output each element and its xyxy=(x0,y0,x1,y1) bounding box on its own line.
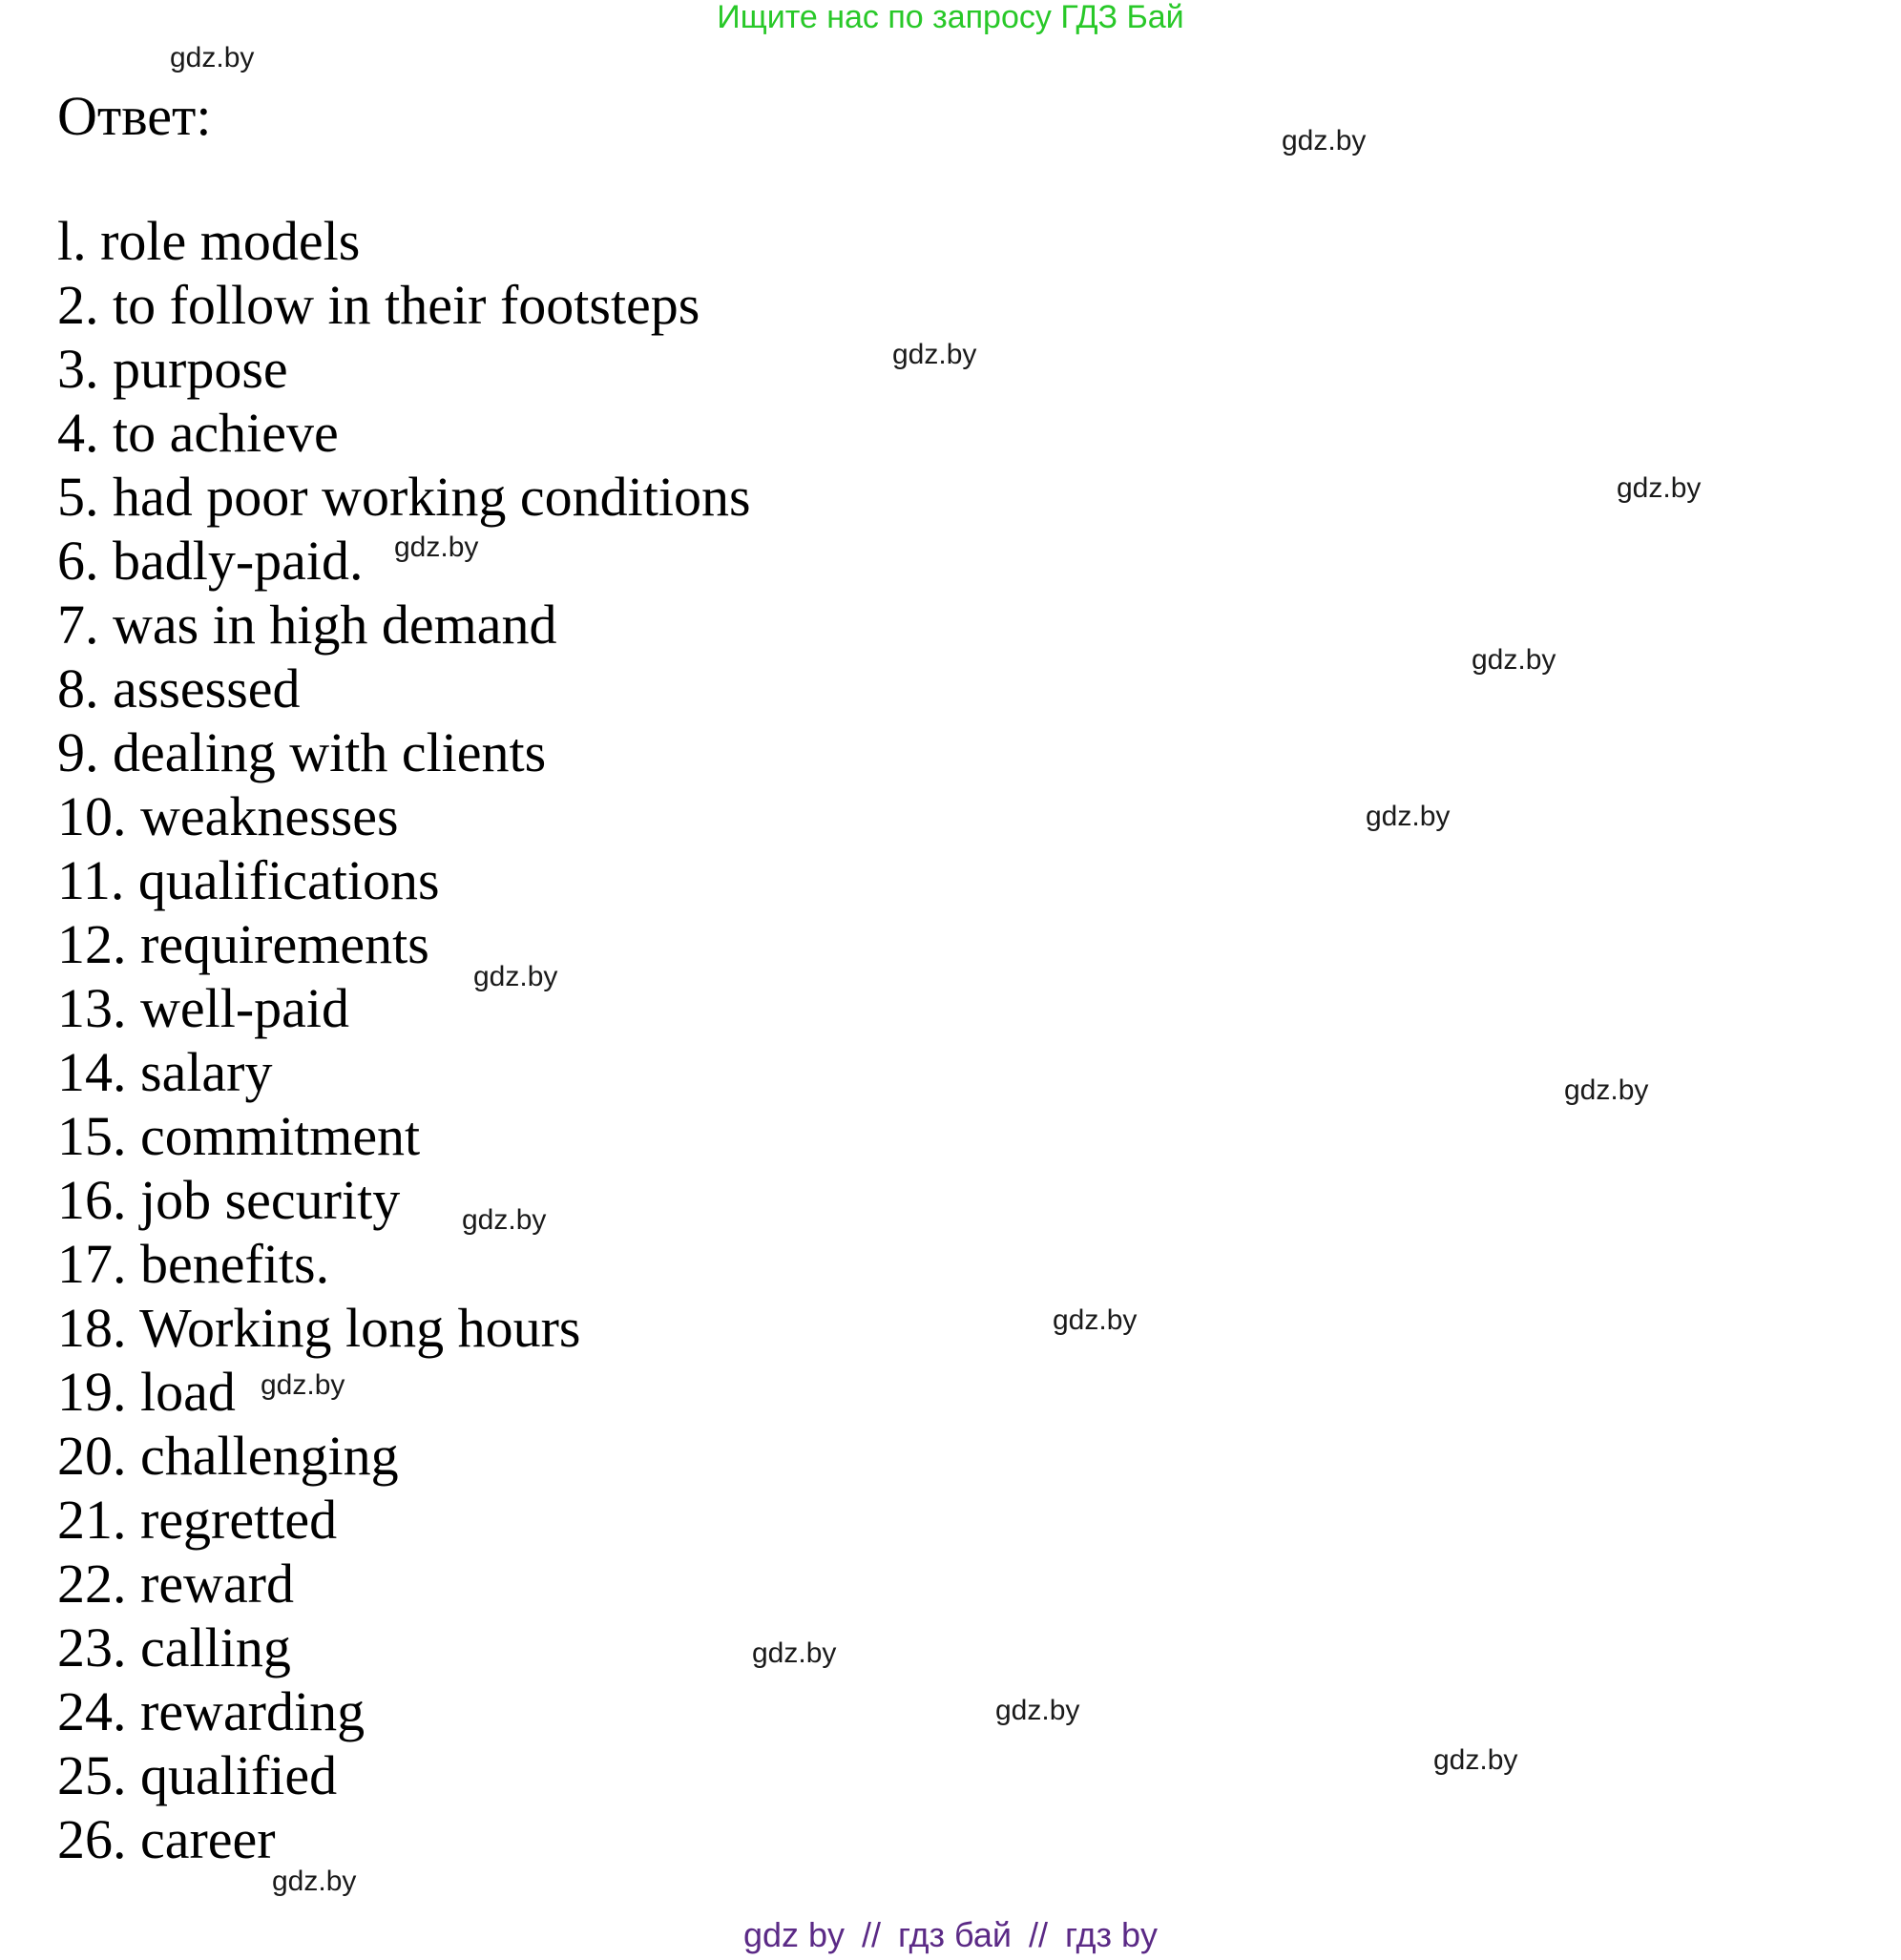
answer-item: 14. salary xyxy=(57,1041,273,1103)
answer-item: l. role models xyxy=(57,210,361,272)
answer-item: 23. calling xyxy=(57,1616,291,1679)
answer-item: 15. commitment xyxy=(57,1105,421,1167)
answer-item: 3. purpose xyxy=(57,338,288,400)
watermark: gdz.by xyxy=(1564,1074,1649,1106)
answer-item: 26. career xyxy=(57,1808,276,1870)
watermark: gdz.by xyxy=(1366,801,1451,832)
answer-item: 24. rewarding xyxy=(57,1680,366,1742)
watermark: gdz.by xyxy=(995,1695,1080,1726)
watermark: gdz.by xyxy=(261,1369,345,1401)
answer-item: 10. weaknesses xyxy=(57,785,399,847)
answer-item: 25. qualified xyxy=(57,1744,338,1806)
watermark: gdz.by xyxy=(462,1204,547,1236)
footer-separator: // xyxy=(862,1915,882,1954)
answer-item: 12. requirements xyxy=(57,913,429,975)
answer-item: 21. regretted xyxy=(57,1489,338,1551)
watermark: gdz.by xyxy=(473,961,558,992)
watermark: gdz.by xyxy=(1433,1744,1518,1776)
footer-separator: // xyxy=(1028,1915,1048,1954)
watermark: gdz.by xyxy=(752,1637,837,1669)
watermark: gdz.by xyxy=(394,532,479,563)
answer-item: 9. dealing with clients xyxy=(57,721,547,783)
answer-item: 7. was in high demand xyxy=(57,594,557,656)
answer-list xyxy=(57,209,751,1871)
answer-item: 8. assessed xyxy=(57,657,301,719)
watermark: gdz.by xyxy=(1617,472,1702,504)
footer-link-gdz-bai[interactable]: гдз бай xyxy=(898,1915,1012,1954)
answer-item: 20. challenging xyxy=(57,1425,399,1487)
footer-link-gdz-by-cyr[interactable]: гдз by xyxy=(1065,1915,1159,1954)
watermark: gdz.by xyxy=(1053,1304,1138,1336)
answer-item: 6. badly-paid. xyxy=(57,530,364,592)
answer-heading: Ответ: xyxy=(57,85,212,147)
answer-item: 11. qualifications xyxy=(57,849,440,911)
footer-links xyxy=(0,1916,1901,1954)
footer-link-gdz-by[interactable]: gdz by xyxy=(742,1915,846,1954)
answer-item: 4. to achieve xyxy=(57,402,339,464)
answer-item: 2. to follow in their footsteps xyxy=(57,274,700,336)
watermark: gdz.by xyxy=(272,1866,357,1897)
answer-item: 13. well-paid xyxy=(57,977,350,1039)
answer-item: 19. load xyxy=(57,1361,236,1423)
watermark: gdz.by xyxy=(1282,125,1367,156)
answer-item: 22. reward xyxy=(57,1553,295,1615)
answer-item: 17. benefits. xyxy=(57,1233,330,1295)
answer-item: 18. Working long hours xyxy=(57,1297,581,1359)
watermark: gdz.by xyxy=(1472,644,1556,676)
search-banner: Ищите нас по запросу ГДЗ Бай xyxy=(717,0,1184,35)
watermark: gdz.by xyxy=(170,42,255,73)
answer-item: 5. had poor working conditions xyxy=(57,466,751,528)
watermark: gdz.by xyxy=(892,339,977,370)
answer-item: 16. job security xyxy=(57,1169,401,1231)
